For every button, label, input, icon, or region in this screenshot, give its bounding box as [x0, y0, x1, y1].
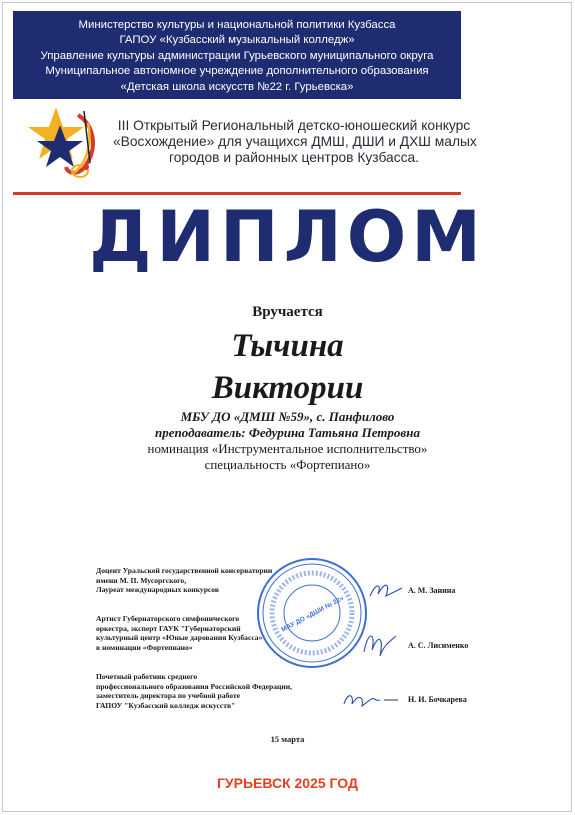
awarded-label: Вручается [252, 304, 323, 320]
signature-1 [366, 576, 406, 606]
signatory-line: Артист Губернаторского симфонического [96, 614, 240, 623]
signatory-line: Доцент Уральской государственной консерватории [96, 566, 273, 575]
header-line: Муниципальное автономное учреждение дополнительного образования [45, 65, 429, 78]
diploma-title: ДИПЛОМ [89, 196, 486, 278]
contest-line: «Восхождение» для учащихся ДМШ, ДШИ и ДХШ малых [113, 134, 477, 150]
stamp-text: МАУ ДО «ДШИ № 22» [280, 594, 345, 634]
signatory-2-title [96, 614, 262, 652]
school-name: МБУ ДО «ДМШ №59», с. Панфилово [180, 409, 395, 424]
signatory-line: в номинации «Фортепиано» [96, 642, 193, 652]
contest-line: III Открытый Региональный детско-юношеский конкурс [117, 118, 471, 133]
signatory-line: Почетный работник среднего [96, 672, 198, 681]
header-line: Министерство культуры и национальной политики Кузбасса [78, 19, 396, 31]
footer-city-year: ГУРЬЕВСК 2025 ГОД [217, 775, 358, 791]
signatory-line: профессионального образования Российской Федерации, [96, 681, 293, 691]
signatory-line: оркестра, эксперт ГАУК "Губернаторский [96, 623, 241, 633]
header-line: ГАПОУ «Кузбасский музыкальный колледж» [119, 34, 355, 47]
signatory-line: заместитель директора по учебной работе [96, 691, 241, 701]
signatory-line: культурный центр «Юные дарования Кузбасса» [96, 633, 263, 643]
signatory-1-title [96, 566, 272, 595]
signatory-line: ГАПОУ "Кузбасский колледж искусств" [96, 700, 236, 710]
signatory-3-name: Н. И. Бочкарева [408, 695, 467, 704]
nomination: номинация «Инструментальное исполнительство» [147, 441, 428, 456]
signatory-line: имени М. П. Мусоргского, [96, 575, 187, 585]
signatory-2-name: А. С. Лисименко [408, 641, 469, 650]
signatory-3-title [96, 672, 292, 710]
signatory-line: Лауреат международных конкурсов [96, 585, 220, 595]
header-line: «Детская школа искусств №22 г. Гурьевска» [120, 80, 354, 93]
award-date: 15 марта [270, 734, 305, 744]
recipient-given-name: Виктории [211, 370, 364, 406]
official-stamp [255, 556, 369, 670]
contest-line: городов и районных центров Кузбасса. [168, 150, 420, 166]
header-line: Управление культуры администрации Гурьевского муниципального округа [40, 49, 434, 62]
header-banner [13, 11, 461, 99]
specialty: специальность «Фортепиано» [204, 457, 371, 472]
teacher-name: преподаватель: Федурина Татьяна Петровна [155, 425, 420, 440]
signatory-1-name: А. М. Занина [408, 586, 456, 595]
contest-title [113, 118, 475, 167]
signature-3 [340, 686, 402, 712]
contest-logo-icon [28, 103, 110, 185]
recipient-surname: Тычина [231, 328, 344, 364]
signature-2 [358, 626, 400, 662]
